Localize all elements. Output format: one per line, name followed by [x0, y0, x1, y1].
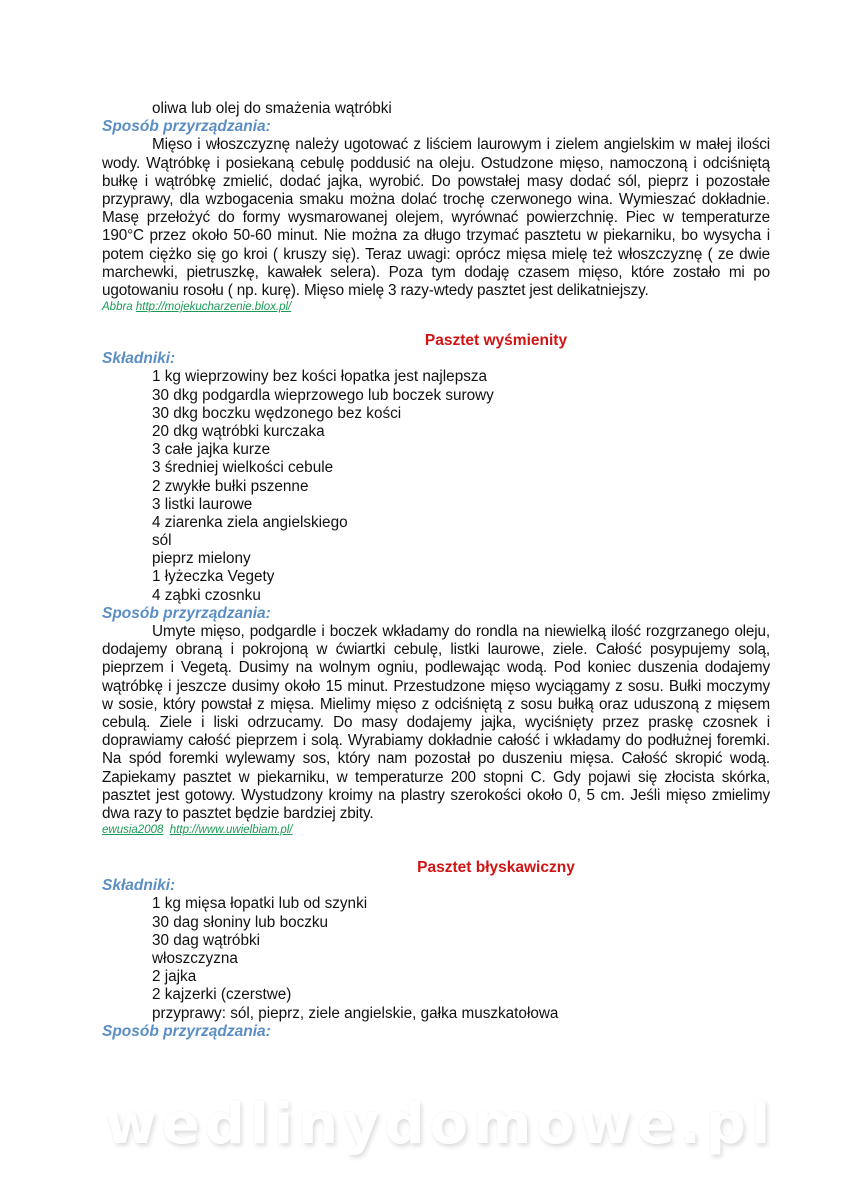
- ingredient-item: 30 dag słoniny lub boczku: [152, 913, 329, 931]
- ingredient-item: przyprawy: sól, pieprz, ziele angielskie, gałka muszkatołowa: [152, 1004, 559, 1022]
- ingredient-item: 3 całe jajka kurze: [152, 441, 271, 459]
- ingredient-item: 30 dkg boczku wędzonego bez kości: [152, 404, 402, 422]
- method-text: Umyte mięso, podgardle i boczek wkładamy do rondla na niewielką ilość rozgrzanego oleju, dodajemy obraną i pokrojoną w ćwiartki cebulę, listki laurowe, ziele. Całość posypujemy solą, pieprzem i Vegetą. Dusimy na wolnym ogniu, podlewając wodą. Pod koniec duszenia dodajemy wątróbkę i jeszcze dusimy około 15 minut. Przestudzone mięso wyciągamy z sosu. Bułki moczymy w sosie, który powstał z mięsa. Mielimy mięso z odciśniętą z sosu bułką oraz uduszoną z mięsem cebulą. Ziele i liski odrzucamy. Do masy dodajemy jajka, wyciśnięty przez praskę czosnek i doprawiamy całość pieprzem i solą. Wyrabiamy dokładnie całość i wkładamy do podłużnej foremki. Na spód foremki wylewamy sos, który nam pozostał po duszeniu mięsa. Całość skropić wodą. Zapiekamy pasztet w piekarniku, w temperaturze 200 stopni C. Gdy pojawi się złocista skórka, pasztet jest gotowy. Wystudzony kroimy na plastry szerokości około 0, 5 cm. Jeśli mięso zmielimy dwa razy to pasztet będzie bardziej zbity.: [102, 623, 770, 823]
- recipe-title: Pasztet wyśmienity: [424, 332, 568, 350]
- ingredient-item: włoszczyzna: [152, 950, 238, 967]
- ingredient-item: oliwa lub olej do smażenia wątróbki: [152, 100, 392, 117]
- method-heading: Sposób przyrządzania:: [102, 604, 271, 622]
- ingredient-item: 2 jajka: [152, 968, 197, 986]
- ingredient-item: 4 ząbki czosnku: [152, 586, 261, 604]
- recipe-title: Pasztet błyskawiczny: [417, 859, 575, 877]
- ingredient-item: 20 dkg wątróbki kurczaka: [152, 422, 325, 440]
- ingredient-item: 3 średniej wielkości cebule: [152, 459, 334, 477]
- ingredient-item: 3 listki laurowe: [152, 495, 253, 513]
- ingredient-item: 4 ziarenka ziela angielskiego: [152, 513, 348, 531]
- ingredient-item: 1 kg wieprzowiny bez kości łopatka jest najlepsza: [152, 368, 488, 386]
- credit-author: Abbra: [102, 301, 133, 314]
- watermark-text: wedlinydomowe.pl: [105, 1092, 776, 1157]
- credit-author-link[interactable]: ewusia2008: [102, 824, 164, 837]
- document-page: [102, 100, 770, 1041]
- ingredient-item: pieprz mielony: [152, 550, 251, 568]
- method-text: Mięso i włoszczyznę należy ugotować z liściem laurowym i zielem angielskim w małej ilości wody. Wątróbkę i posiekaną cebulę poddusić na oleju. Ostudzone mięso, namoczoną i odciśniętą bułkę i wątróbkę zmielić, dodać jajka, wyrobić. Do powstałej masy dodać sól, pieprz i pozostałe przyprawy, dla wzbogacenia smaku można dolać trochę czerwonego wina. Wymieszać dokładnie. Masę przełożyć do formy wysmarowanej olejem, wyrównać powierzchnię. Piec w temperaturze 190°C przez około 50-60 minut. Nie można za długo trzymać pasztetu w piekarniku, bo wysycha i potem ciężko się go kroi ( kruszy się). Teraz uwagi: oprócz mięsa mielę też włoszczyznę ( ze dwie marchewki, pietruszkę, kawałek selera). Poza tym dodaję czasem mięso, które zostało mi po ugotowaniu rosołu ( np. kurę). Mięso mielę 3 razy-wtedy pasztet jest delikatniejszy.: [102, 136, 770, 299]
- credit-link[interactable]: http://mojekucharzenie.blox.pl/: [135, 301, 292, 314]
- ingredient-item: 30 dag wątróbki: [152, 931, 260, 949]
- credit-link[interactable]: http://www.uwielbiam.pl/: [169, 824, 293, 837]
- ingredient-list: [102, 100, 770, 118]
- method-heading: Sposób przyrządzania:: [102, 1022, 271, 1040]
- method-heading: Sposób przyrządzania:: [102, 118, 271, 136]
- recipe-1: [102, 100, 770, 316]
- ingredients-heading: Składniki:: [102, 877, 176, 895]
- recipe-credit: [102, 300, 770, 316]
- ingredient-item: 1 kg mięsa łopatki lub od szynki: [152, 895, 368, 913]
- ingredient-item: sól: [152, 532, 172, 550]
- ingredients-heading: Składniki:: [102, 350, 176, 368]
- ingredient-item: 2 kajzerki (czerstwe): [152, 986, 292, 1004]
- ingredient-list: [102, 895, 770, 1022]
- recipe-3: [102, 859, 770, 1041]
- recipe-credit: [102, 823, 770, 839]
- recipe-2: [102, 332, 770, 839]
- ingredient-item: 2 zwykłe bułki pszenne: [152, 477, 309, 495]
- ingredient-item: 30 dkg podgardla wieprzowego lub boczek surowy: [152, 386, 494, 404]
- ingredient-list: [102, 368, 770, 604]
- ingredient-item: 1 łyżeczka Vegety: [152, 568, 275, 586]
